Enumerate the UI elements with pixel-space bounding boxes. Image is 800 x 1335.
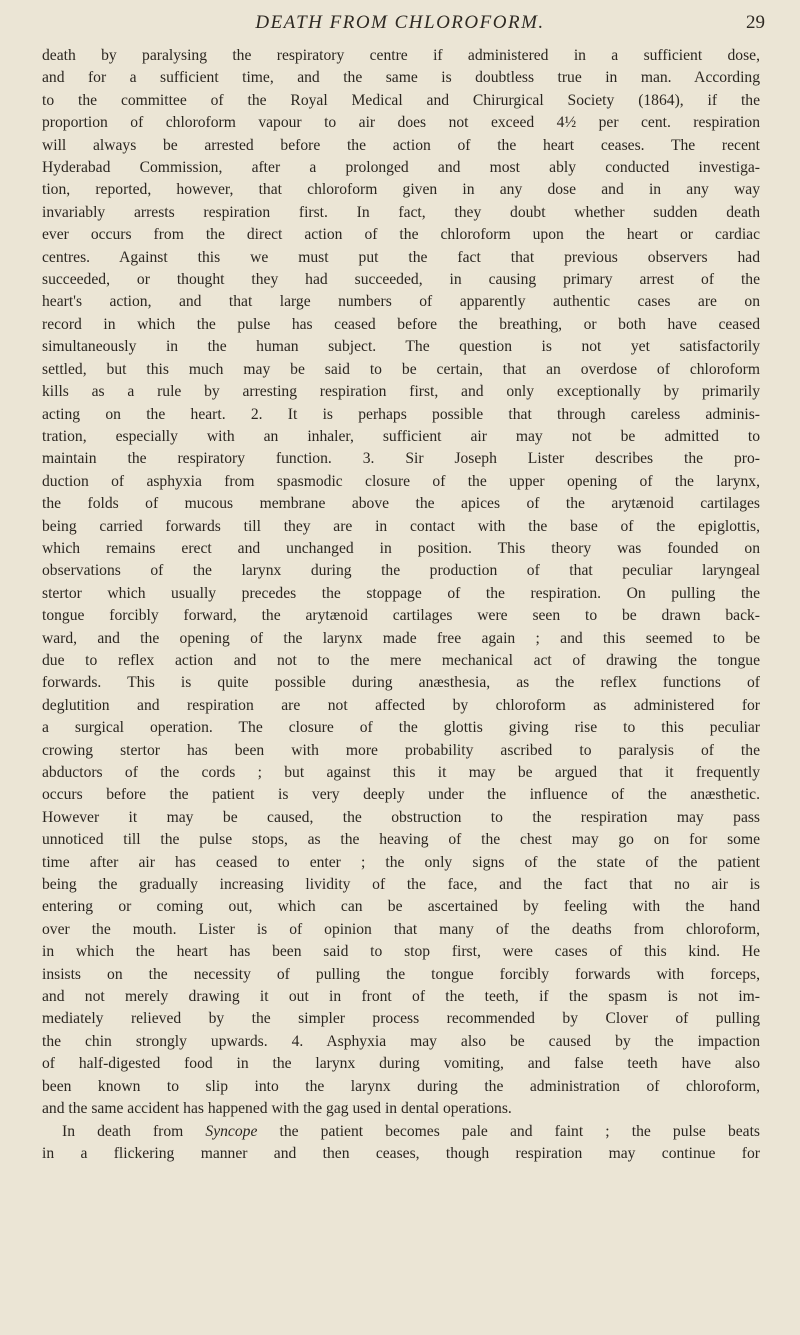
text-line-28: due to reflex action and not to the mere mechanical act of drawing the tongue (42, 651, 760, 669)
text-line-42: insists on the necessity of pulling the tongue forcibly forwards with forceps, (42, 965, 760, 983)
syncope-paragraph-second-line: in a flickering manner and then ceases, though respiration may continue for (42, 1144, 760, 1162)
text-line-18: tration, especially with an inhaler, sufficient air may not be admitted to (42, 427, 760, 445)
page-number: 29 (746, 12, 765, 33)
text-line-20: duction of asphyxia from spasmodic closure of the upper opening of the larynx, (42, 472, 760, 490)
text-line-45: the chin strongly upwards. 4. Asphyxia may also be caused by the impaction (42, 1032, 760, 1050)
text-line-16: kills as a rule by arresting respiration first, and only exceptionally by primarily (42, 383, 760, 401)
syncope-paragraph-first-line (42, 1121, 760, 1143)
body-text (42, 45, 760, 1165)
text-line-48: and the same accident has happened with the gag used in dental operations. (42, 1100, 512, 1118)
text-line-40: over the mouth. Lister is of opinion that many of the deaths from chloroform, (42, 920, 760, 938)
text-line-3: to the committee of the Royal Medical and Chirurgical Society (1864), if the (42, 91, 760, 109)
text-line-27: ward, and the opening of the larynx made free again ; and this seemed to be (42, 629, 760, 647)
text-line-38: being the gradually increasing lividity of the face, and the fact that no air is (42, 876, 760, 894)
text-line-10: centres. Against this we must put the fact that previous observers had (42, 248, 760, 266)
text-line-29: forwards. This is quite possible during anæsthesia, as the reflex functions of (42, 674, 760, 692)
text-line-11: succeeded, or thought they had succeeded, in causing primary arrest of the (42, 271, 760, 289)
text-line-47: been known to slip into the larynx during the administration of chloroform, (42, 1077, 760, 1095)
text-line-7: tion, reported, however, that chloroform given in any dose and in any way (42, 181, 760, 199)
text-line-17: acting on the heart. 2. It is perhaps possible that through careless adminis- (42, 405, 760, 423)
text-line-8: invariably arrests respiration first. In fact, they doubt whether sudden death (42, 203, 760, 221)
text-line-44: mediately relieved by the simpler process recommended by Clover of pulling (42, 1010, 760, 1028)
text-line-36: unnoticed till the pulse stops, as the heaving of the chest may go on for some (42, 831, 760, 849)
text-line-22: being carried forwards till they are in contact with the base of the epiglottis, (42, 517, 760, 535)
running-head (0, 8, 800, 42)
text-line-2: and for a sufficient time, and the same is doubtless true in man. According (42, 69, 760, 87)
text-line-37: time after air has ceased to enter ; the only signs of the state of the patient (42, 853, 760, 871)
text-line-41: in which the heart has been said to stop first, were cases of this kind. He (42, 943, 760, 961)
text-line-30: deglutition and respiration are not affected by chloroform as administered for (42, 696, 760, 714)
text-line-35: However it may be caused, the obstruction to the respiration may pass (42, 808, 760, 826)
text-line-26: tongue forcibly forward, the arytænoid cartilages were seen to be drawn back- (42, 607, 760, 625)
text-line-13: record in which the pulse has ceased before the breathing, or both have ceased (42, 315, 760, 333)
text-line-5: will always be arrested before the action of the heart ceases. The recent (42, 136, 760, 154)
text-line-14: simultaneously in the human subject. The question is not yet satisfactorily (42, 338, 760, 356)
text-line-31: a surgical operation. The closure of the glottis giving rise to this peculiar (42, 719, 760, 737)
text-line-4: proportion of chloroform vapour to air does not exceed 4½ per cent. respiration (42, 114, 760, 132)
text-line-33: abductors of the cords ; but against this it may be argued that it frequently (42, 764, 760, 781)
text-line-25: stertor which usually precedes the stoppage of the respiration. On pulling the (42, 584, 760, 602)
text-line-46: of half-digested food in the larynx during vomiting, and false teeth have also (42, 1055, 760, 1073)
text-line-32: crowing stertor has been with more probability ascribed to paralysis of the (42, 741, 760, 759)
text-line-9: ever occurs from the direct action of the chloroform upon the heart or cardiac (42, 226, 760, 244)
text-line-24: observations of the larynx during the production of that peculiar laryngeal (42, 562, 760, 580)
text-line-43: and not merely drawing it out in front of the teeth, if the spasm is not im- (42, 988, 760, 1006)
running-head-title: DEATH FROM CHLOROFORM. (255, 12, 545, 33)
text-line-1: death by paralysing the respiratory centre if administered in a sufficient dose, (42, 47, 760, 64)
text-line-12: heart's action, and that large numbers of apparently authentic cases are on (42, 293, 760, 311)
syncope-suffix: the patient becomes pale and faint ; the pulse beats (257, 1122, 760, 1140)
syncope-prefix: In death from (62, 1122, 206, 1140)
text-line-21: the folds of mucous membrane above the apices of the arytænoid cartilages (42, 495, 760, 513)
text-line-34: occurs before the patient is very deeply under the influence of the anæsthetic. (42, 786, 760, 804)
text-line-15: settled, but this much may be said to be certain, that an overdose of chloroform (42, 360, 760, 378)
text-line-6: Hyderabad Commission, after a prolonged and most ably conducted investiga- (42, 159, 760, 177)
text-line-19: maintain the respiratory function. 3. Sir Joseph Lister describes the pro- (42, 450, 760, 468)
text-line-39: entering or coming out, which can be ascertained by feeling with the hand (42, 898, 760, 916)
text-line-23: which remains erect and unchanged in position. This theory was founded on (42, 539, 760, 557)
syncope-italic-term: Syncope (205, 1122, 258, 1140)
